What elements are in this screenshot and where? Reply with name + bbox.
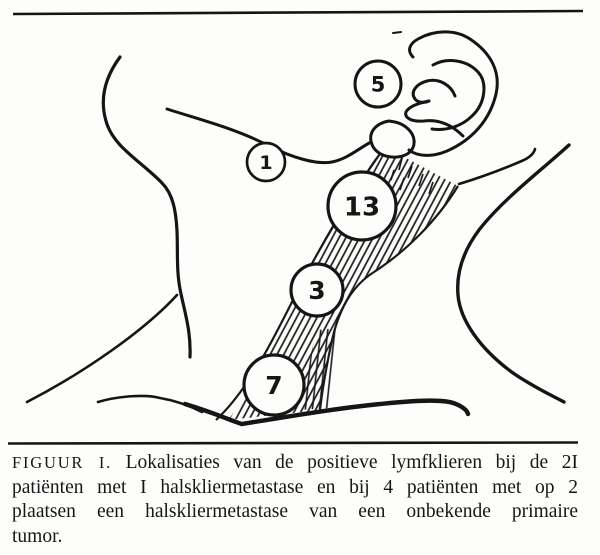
node-circle-7	[244, 355, 304, 415]
node-circle-1	[247, 143, 285, 181]
node-circle-5	[355, 61, 401, 107]
node-7-count: 7	[265, 371, 283, 400]
neck-front-line	[27, 295, 177, 402]
bottom-rule	[8, 443, 578, 444]
caption-line-1	[12, 451, 578, 476]
caption-line-4: tumor.	[12, 525, 63, 547]
top-rule	[13, 11, 583, 14]
caption-line-1-text: Lokalisaties van de positieve lymfklieren bij de 2I	[125, 452, 579, 473]
node-3-count: 3	[308, 276, 326, 305]
face-front-outline	[103, 57, 190, 357]
caption-line-3: plaatsen een halskliermetastase van een onbekende primaire	[12, 501, 578, 522]
ear-helix-inner	[432, 61, 484, 130]
caption-line-2: patiënten met I halskliermetastase en bij 4 patiënten met op 2	[12, 476, 578, 498]
nape-line	[459, 149, 535, 184]
figure-number-label: FIGUUR I.	[12, 453, 113, 472]
node-13-count: 13	[343, 192, 381, 223]
figure-caption	[12, 451, 578, 549]
node-circle-13	[328, 172, 396, 240]
trapezius-shoulder-line	[458, 145, 569, 402]
ear-concha-curve	[413, 80, 455, 102]
node-1-count: 1	[259, 151, 273, 174]
node-5-count: 5	[370, 72, 386, 97]
node-circle-3	[291, 264, 343, 316]
ear-lobe	[371, 121, 414, 157]
ink-speck	[393, 32, 401, 33]
